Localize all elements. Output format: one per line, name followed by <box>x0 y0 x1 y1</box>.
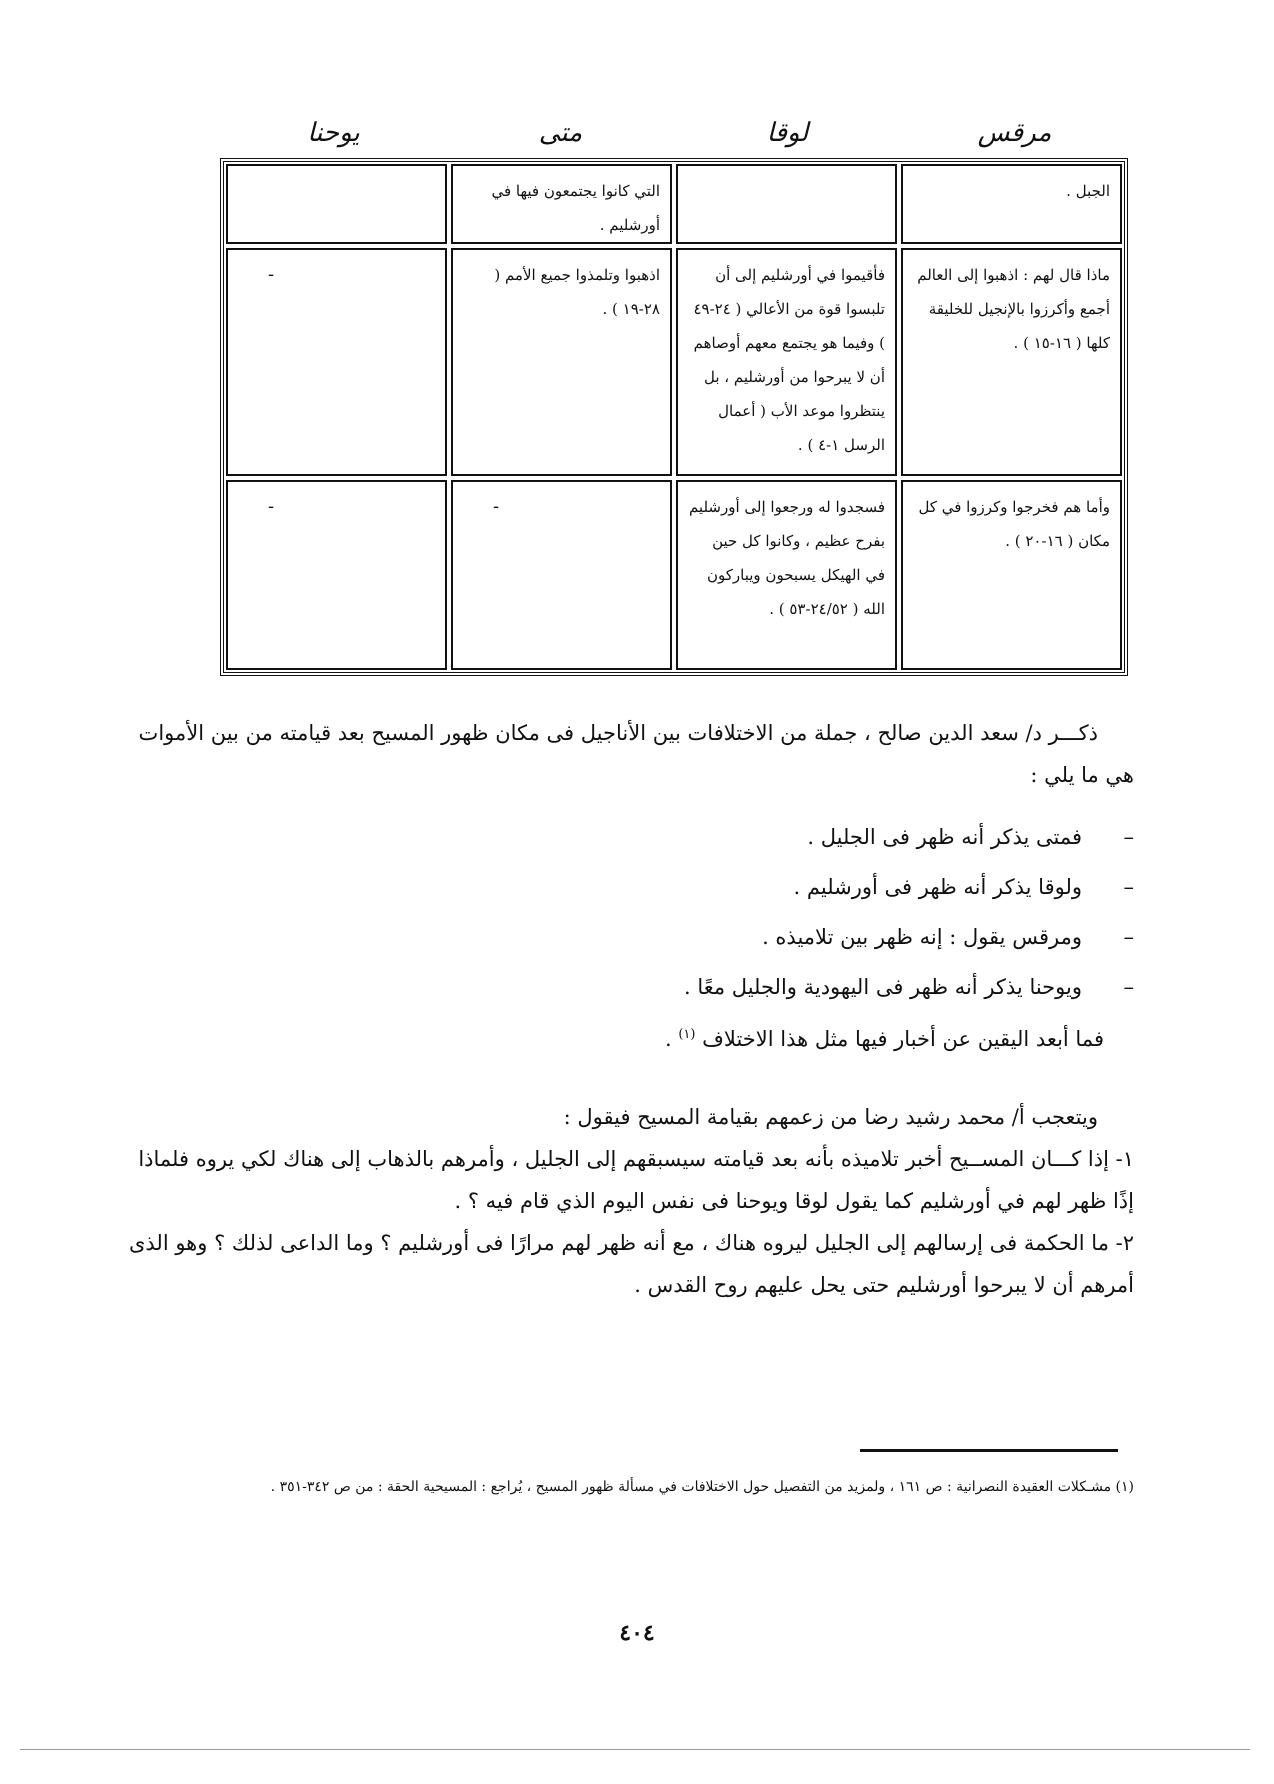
conclusion-period: . <box>664 1027 672 1051</box>
differences-list <box>124 812 1134 1012</box>
table-cell: - <box>226 480 447 670</box>
table-cell: التي كانوا يجتمعون فيها في أورشليم . <box>451 164 672 244</box>
paragraph-rashid-rida <box>124 1096 1134 1306</box>
table-cell: الجبل . <box>901 164 1122 244</box>
list-item-text: ويوحنا يذكر أنه ظهر فى اليهودية والجليل معًا . <box>684 975 1082 999</box>
header-matthew: متى <box>538 118 583 148</box>
table-cell: وأما هم فخرجوا وكرزوا في كل مكان ( ١٦-٢٠ ) . <box>901 480 1122 670</box>
dash-bullet: – <box>1123 875 1134 899</box>
dash-bullet: – <box>1123 925 1134 949</box>
scan-bottom-edge <box>20 1749 1250 1750</box>
list-item-text: فمتى يذكر أنه ظهر فى الجليل . <box>807 825 1082 849</box>
page-number: ٤٠٤ <box>619 1620 655 1646</box>
footnote-separator <box>860 1449 1118 1452</box>
list-item <box>124 912 1134 962</box>
list-item-text: ولوقا يذكر أنه ظهر فى أورشليم . <box>793 875 1082 899</box>
footnote: (١) مشـكلات العقيدة النصرانية : ص ١٦١ ، ولمزيد من التفصيل حول الاختلافات في مسألة ظهور المسيح ، يُراجع : المسيحية الحقة : من ص ٣٤٢-٣٥١ . <box>270 1479 1134 1495</box>
conclusion-line <box>124 1012 1134 1062</box>
table-cell: ماذا قال لهم : اذهبوا إلى العالم أجمع وأكرزوا بالإنجيل للخليقة كلها ( ١٦-١٥ ) . <box>901 248 1122 476</box>
table-cell <box>226 164 447 244</box>
numbered-item: ١- إذا كـــان المســيح أخبر تلاميذه بأنه بعد قيامته سيسبقهم إلى الجليل ، وأمرهم بالذهاب إلى هناك لكي يروه فلماذا إذًا ظهر لهم في أورشليم كما يقول لوقا ويوحنا فى نفس اليوم الذي قام فيه ؟ . <box>138 1147 1134 1213</box>
header-luke: لوقا <box>766 118 809 148</box>
list-item <box>124 962 1134 1012</box>
list-item-text: ومرقس يقول : إنه ظهر بين تلاميذه . <box>762 925 1082 949</box>
table-column-headers <box>220 118 1128 158</box>
footnote-reference: (١) <box>678 1027 696 1042</box>
list-item <box>124 862 1134 912</box>
header-mark: مرقس <box>977 118 1052 148</box>
table-cell: فأقيموا في أورشليم إلى أن تلبسوا قوة من الأعالي ( ٢٤-٤٩ ) وفيما هو يجتمع معهم أوصاهم أن لا يبرحوا من أورشليم ، بل ينتظروا موعد الأب ( أعمال الرسل ١-٤ ) . <box>676 248 897 476</box>
header-john: يوحنا <box>307 118 360 148</box>
dash-bullet: – <box>1123 825 1134 849</box>
paragraph-intro: ويتعجب أ/ محمد رشيد رضا من زعمهم بقيامة المسيح فيقول : <box>563 1105 1098 1129</box>
table-cell <box>676 164 897 244</box>
table-cell: - <box>451 480 672 670</box>
conclusion-text: فما أبعد اليقين عن أخبار فيها مثل هذا الاختلاف <box>702 1027 1104 1051</box>
list-item <box>124 812 1134 862</box>
gospels-comparison-table <box>220 158 1128 676</box>
paragraph-text: ذكـــر د/ سعد الدين صالح ، جملة من الاختلافات بين الأناجيل فى مكان ظهور المسيح بعد قيامته من بين الأموات هي ما يلي : <box>138 721 1134 787</box>
dash-bullet: – <box>1123 975 1134 999</box>
table-cell: - <box>226 248 447 476</box>
table-cell: فسجدوا له ورجعوا إلى أورشليم بفرح عظيم ، وكانوا كل حين في الهيكل يسبحون ويباركون الله ( ٢٤/٥٢-٥٣ ) . <box>676 480 897 670</box>
paragraph-differences <box>124 712 1134 796</box>
table-cell: اذهبوا وتلمذوا جميع الأمم ( ٢٨-١٩ ) . <box>451 248 672 476</box>
numbered-item: ٢- ما الحكمة فى إرسالهم إلى الجليل ليروه هناك ، مع أنه ظهر لهم مرارًا فى أورشليم ؟ وما الداعى لذلك ؟ وهو الذى أمرهم أن لا يبرحوا أورشليم حتى يحل عليهم روح القدس . <box>128 1231 1134 1297</box>
